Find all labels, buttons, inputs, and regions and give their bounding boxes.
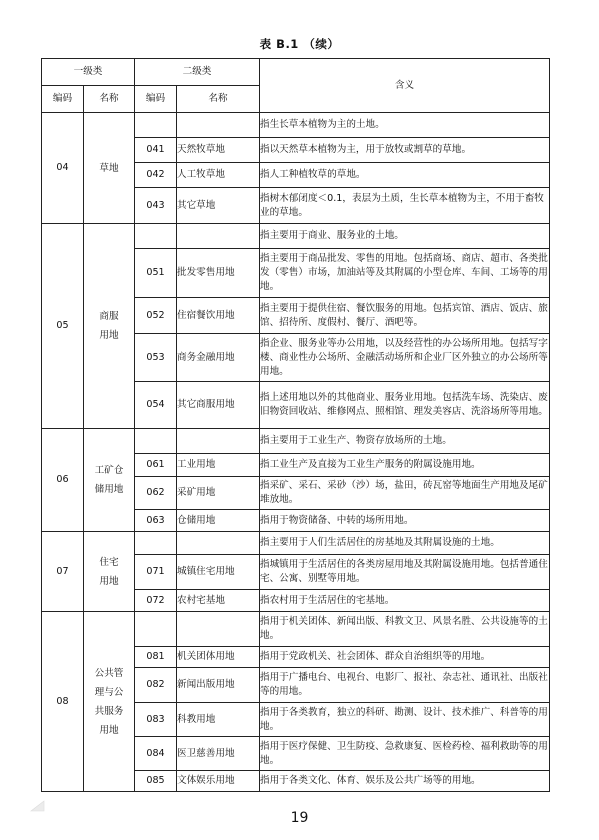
level2-name: 批发零售用地 [177,249,260,298]
level2-name: 工业用地 [177,454,260,477]
level2-description: 指树木郁闭度＜0.1，表层为土质，生长草本植物为主，不用于畜牧业的草地。 [260,188,550,224]
level2-code-empty [135,532,177,555]
level2-description: 指上述用地以外的其他商业、服务业用地。包括洗车场、洗染店、废旧物资回收站、维修网点、照相馆、理发美容店、洗浴场所等用地。 [260,382,550,429]
level2-code: 063 [135,510,177,532]
level1-name-text: 商服用地 [99,311,119,341]
level2-description: 指主要用于提供住宿、餐饮服务的用地。包括宾馆、酒店、饭店、旅馆、招待所、度假村、餐厅、酒吧等。 [260,298,550,334]
level1-code: 08 [42,612,84,792]
level1-description: 指主要用于人们生活居住的房基地及其附属设施的土地。 [260,532,550,555]
level2-description: 指企业、服务业等办公用地，以及经营性的办公场所用地。包括写字楼、商业性办公场所、金融活动场所和企业厂区外独立的办公场所等用地。 [260,334,550,382]
level2-name: 新闻出版用地 [177,668,260,703]
level2-name: 采矿用地 [177,477,260,510]
level2-code: 054 [135,382,177,429]
level1-description: 指主要用于商业、服务业的土地。 [260,224,550,249]
level1-name [84,532,135,612]
level2-code: 042 [135,163,177,188]
level2-description: 指用于党政机关、社会团体、群众自治组织等的用地。 [260,647,550,668]
header-level1: 一级类 [42,59,135,86]
level2-name: 科教用地 [177,703,260,737]
level2-code: 062 [135,477,177,510]
level2-name: 天然牧草地 [177,138,260,163]
table-row [42,429,550,454]
level1-code: 05 [42,224,84,429]
header-row-top [42,59,550,86]
level2-code: 051 [135,249,177,298]
level1-name-text: 公共管理与公共服务用地 [94,667,124,736]
level2-description: 指农村用于生活居住的宅基地。 [260,590,550,612]
header-level2: 二级类 [135,59,260,86]
header-level2-code: 编码 [135,86,177,113]
level2-name: 住宿餐饮用地 [177,298,260,334]
level2-name: 城镇住宅用地 [177,555,260,590]
level1-name-text: 工矿仓储用地 [94,465,124,495]
level2-code-empty [135,113,177,138]
table-header [42,59,550,113]
level2-code: 072 [135,590,177,612]
level1-code: 07 [42,532,84,612]
level2-name-empty [177,224,260,249]
level1-description: 指用于机关团体、新闻出版、科教文卫、风景名胜、公共设施等的土地。 [260,612,550,647]
level1-description: 指主要用于工业生产、物资存放场所的土地。 [260,429,550,454]
level2-name: 其它商服用地 [177,382,260,429]
level2-code-empty [135,224,177,249]
level2-name-empty [177,113,260,138]
table-row [42,612,550,647]
level2-name-empty [177,612,260,647]
level2-name: 商务金融用地 [177,334,260,382]
level2-code: 061 [135,454,177,477]
level2-description: 指城镇用于生活居住的各类房屋用地及其附属设施用地。包括普通住宅、公寓、别墅等用地。 [260,555,550,590]
header-level1-code: 编码 [42,86,84,113]
level2-code: 081 [135,647,177,668]
header-level2-name: 名称 [177,86,260,113]
table-caption: 表 B.1 （续） [259,37,340,51]
level2-description: 指主要用于商品批发、零售的用地。包括商场、商店、超市、各类批发（零售）市场，加油站等及其附属的小型仓库、车间、工场等的用地。 [260,249,550,298]
page-number: 19 [290,810,309,826]
level2-name-empty [177,532,260,555]
level2-code: 052 [135,298,177,334]
header-level1-name: 名称 [84,86,135,113]
header-meaning: 含义 [260,59,550,113]
table-row [42,113,550,138]
level2-code: 041 [135,138,177,163]
level2-name: 医卫慈善用地 [177,737,260,771]
level2-code-empty [135,429,177,454]
level2-description: 指人工种植牧草的草地。 [260,163,550,188]
level2-description: 指用于医疗保健、卫生防疫、急救康复、医检药检、福利救助等的用地。 [260,737,550,771]
level2-code: 085 [135,771,177,792]
level1-name-text: 住宅用地 [99,556,119,587]
level2-name: 其它草地 [177,188,260,224]
level2-description: 指用于广播电台、电视台、电影厂、报社、杂志社、通讯社、出版社等的用地。 [260,668,550,703]
level2-name: 农村宅基地 [177,590,260,612]
level1-name [84,224,135,429]
level2-code: 053 [135,334,177,382]
level2-description: 指用于各类文化、体育、娱乐及公共广场等的用地。 [260,771,550,792]
level1-description: 指生长草本植物为主的土地。 [260,113,550,138]
land-use-classification-table [41,58,550,792]
level2-name-empty [177,429,260,454]
level1-name: 草地 [84,113,135,224]
level1-code: 04 [42,113,84,224]
level2-description: 指用于物资储备、中转的场所用地。 [260,510,550,532]
level2-description: 指以天然草本植物为主，用于放牧或割草的草地。 [260,138,550,163]
table-row [42,532,550,555]
table-row [42,224,550,249]
level2-description: 指用于各类教育，独立的科研、勘测、设计、技术推广、科普等的用地。 [260,703,550,737]
level1-code: 06 [42,429,84,532]
level2-code: 084 [135,737,177,771]
level2-code: 083 [135,703,177,737]
level2-code-empty [135,612,177,647]
level2-name: 人工牧草地 [177,163,260,188]
level2-code: 082 [135,668,177,703]
level2-code: 071 [135,555,177,590]
level2-name: 机关团体用地 [177,647,260,668]
level2-name: 仓储用地 [177,510,260,532]
level2-description: 指采矿、采石、采砂（沙）场，盐田，砖瓦窑等地面生产用地及尾矿堆放地。 [260,477,550,510]
level2-name: 文体娱乐用地 [177,771,260,792]
level2-description: 指工业生产及直接为工业生产服务的附属设施用地。 [260,454,550,477]
level1-name [84,429,135,532]
level1-name [84,612,135,792]
level2-code: 043 [135,188,177,224]
